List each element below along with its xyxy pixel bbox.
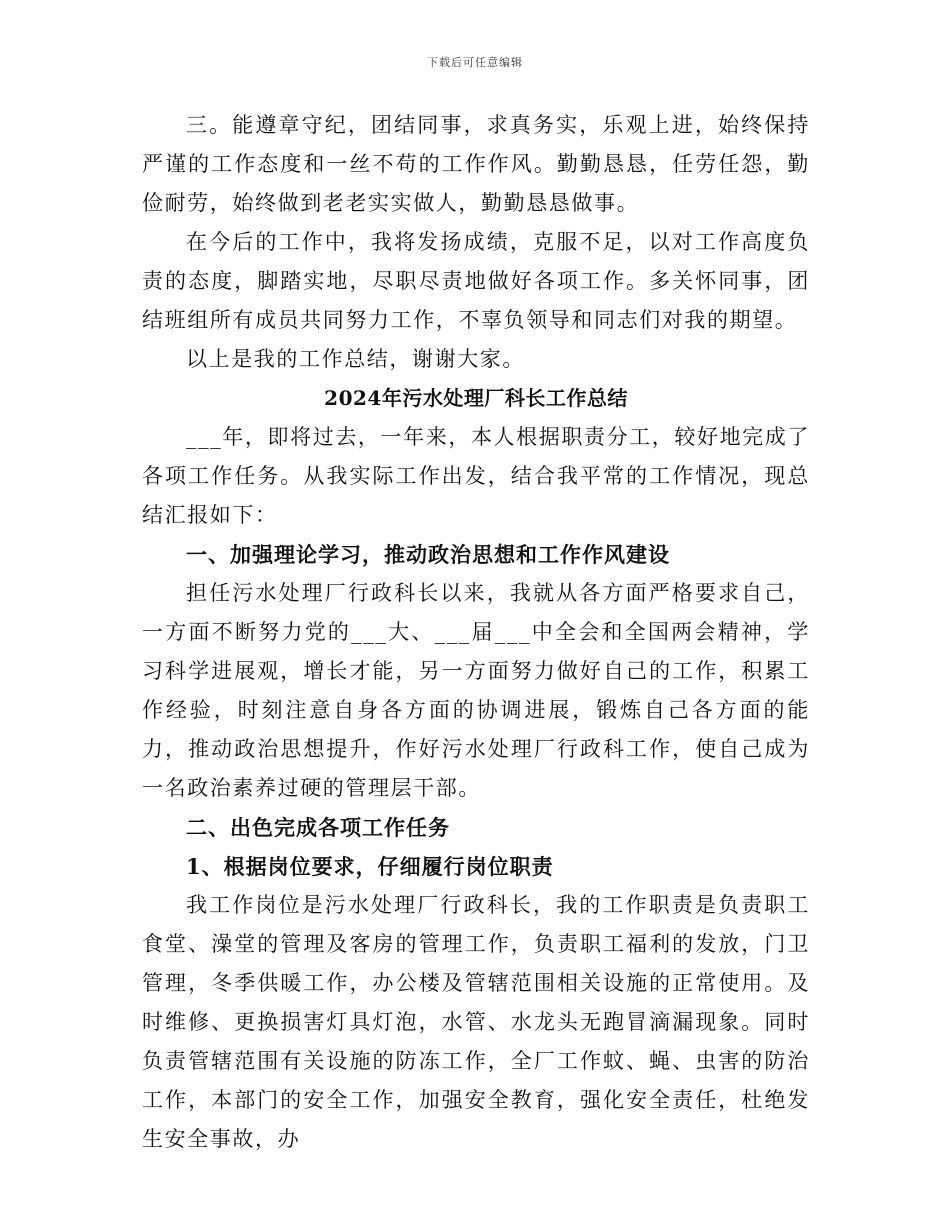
section-heading-1: 一、加强理论学习，推动政治思想和工作作风建设	[186, 542, 670, 567]
document-title: 2024年污水处理厂科长工作总结	[324, 386, 628, 410]
paragraph-1: 三。能遵章守纪，团结同事，求真务实，乐观上进，始终保持严谨的工作态度和一丝不苟的工作作风。勤勤恳恳，任劳任怨，勤俭耐劳，始终做到老老实实做人，勤勤恳恳做事。	[142, 113, 810, 215]
subsection-heading-1: 1、根据岗位要求，仔细履行岗位职责	[186, 854, 554, 879]
paragraph-4: ___年，即将过去，一年来，本人根据职责分工，较好地完成了各项工作任务。从我实际工作出发，结合我平常的工作情况，现总结汇报如下：	[142, 425, 810, 527]
section-heading-2: 二、出色完成各项工作任务	[186, 815, 450, 840]
paragraph-3: 以上是我的工作总结，谢谢大家。	[186, 347, 525, 371]
paragraph-5: 担任污水处理厂行政科长以来，我就从各方面严格要求自己，一方面不断努力党的___大、___届___中全会和全国两会精神，学习科学进展观，增长才能，另一方面努力做好自己的工作，积累工作经验，时刻注意自身各方面的协调进展，锻炼自己各方面的能力，推动政治思想提升，作好污水处理厂行政科工作，使自己成为一名政治素养过硬的管理层干部。	[142, 581, 810, 800]
document-body	[142, 106, 810, 1159]
paragraph-2: 在今后的工作中，我将发扬成绩，克服不足，以对工作高度负责的态度，脚踏实地，尽职尽责地做好各项工作。多关怀同事，团结班组所有成员共同努力工作，不辜负领导和同志们对我的期望。	[142, 230, 810, 332]
header-note: 下载后可任意编辑	[427, 56, 523, 69]
paragraph-6: 我工作岗位是污水处理厂行政科长，我的工作职责是负责职工食堂、澡堂的管理及客房的管理工作，负责职工福利的发放，门卫管理，冬季供暖工作，办公楼及管辖范围相关设施的正常使用。及时维修、更换损害灯具灯泡，水管、水龙头无跑冒滴漏现象。同时负责管辖范围有关设施的防冻工作，全厂工作蚊、蝇、虫害的防治工作，本部门的安全工作，加强安全教育，强化安全责任，杜绝发生安全事故，办	[142, 893, 810, 1151]
